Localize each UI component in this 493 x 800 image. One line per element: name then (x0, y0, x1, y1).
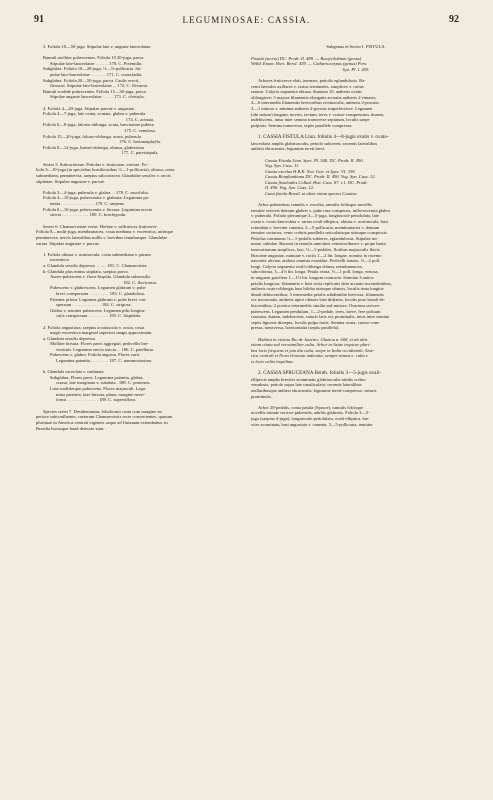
text-line: culis conspersum . . . . . . . . . 185. C. hispidula. (56, 313, 142, 319)
text-line: stricta . . . . . . . . . . . . 180. C. brachypoda. (50, 212, 127, 218)
text-line: septis lignosis dissepta, loculis pulpa fartis. Semina ovata, crasso-com- (251, 319, 380, 325)
text-line: Patenter pilosa. Legumen glabrum v. pube brevi con- (50, 296, 147, 302)
text-line: 174. C. acinata. (125, 116, 155, 122)
text-line: Ramuli molliter pubescentes. Foliola 10 20-juga, parva. (43, 55, 145, 61)
text-line: excentrica. (50, 257, 70, 263)
text-line: liola 3—10-juga (in speciebus brasiliensibus ½—1-pollicaria), obtusa, costa (36, 167, 175, 173)
text-line: 4. Foliola 4—20-juga. Stipulae parvae v. angustae. (43, 105, 136, 111)
text-line: formi . . . . . . . . . . . . . . 189. C. supersiflora. (56, 397, 137, 403)
text-line: Arbor 20-pedalis, coma patula (Spruce), ramulis foliisque (258, 404, 364, 410)
text-line: axillaribusque anthesi ebracteatis; legumine tereti-compresso, suturis (251, 388, 377, 394)
text-line: cemi laterales axillares v. rarius terminales, simplices v. rarius (251, 83, 364, 89)
text-line: Vog. Syn. Cass. 11. (265, 163, 300, 169)
text-line: 182. C. flavicoma. (123, 279, 157, 285)
text-line: 3. Foliola 10—50-juga. Stipulae late v. anguste lanceolatae. (43, 44, 152, 49)
text-line: Subglabra. Foliola 10—20-juga, ½—⅔-pollicaria. Sti- (43, 66, 142, 72)
text-line: 175. C. venulosa. (124, 127, 156, 133)
text-line: dinali dehiscentibus; 5 intermedia petalis subdimidio breviora, filamentis (251, 291, 384, 297)
text-line: etiam citata sed verosimiliter culta. Arbor in Asiae tropicae plari- (251, 342, 371, 348)
right-column (251, 44, 461, 427)
text-line: novellis minute sericeo-puberulis, adultis glabratis. Foliola 3—5- (251, 410, 370, 416)
text-line: Foliola 4—10-juga, pubescentia v. glabrata. Legumina pa- (43, 195, 150, 201)
text-line: juga (saepius 4-juga), longiuscule petiolulata, ovali-elliptica, bre- (251, 416, 370, 422)
text-line: hiscentibus; 2 postica intermediis similia sed minora. Ovarium sericeo- (251, 302, 381, 308)
text-line: II. 490. Vog. Syn. Cass. 12. (265, 185, 315, 191)
text-line: Cassia fistuloides Collad. Hist. Cass. 87. t.1. DC. Prodr. (265, 179, 368, 185)
text-line: Foliola 6—8-juga, falcato-oblonga, acuta, brevissime pubera (43, 122, 154, 128)
text-line: Pubescens v. glabrescens. Legumen glabrum v. pube (50, 285, 146, 291)
text-line: rica centrali et Nova Granata indicatur, semper tamen e. culta e (251, 353, 368, 359)
text-line: penninervia, nervis lateralibus nullis v. brevibus tenuibusque. Glandulae (36, 235, 168, 240)
text-line: pubescens. Legumen pendulum, 1—2-pedale, teres, laeve, fere politum (251, 308, 381, 314)
text-line: crassa, late marginata v. subalata . 188. C. pratensis. (56, 380, 151, 386)
text-line: crassum, durum, indehiscens, suturis latis vix prominulis, intus inter semina (251, 314, 390, 320)
page-number-right: 92 (449, 14, 459, 25)
text-line: 3—1 minora v. minima antheris 2-porosis imperfectisve. Legumen (251, 105, 373, 111)
text-line: Stipulae anguste lanceolatae . . . . . 173. C. cleistyla. (50, 94, 145, 100)
text-line: Syn. Pl. I. 459. (342, 66, 370, 72)
text-line: Foliola 8—12-juga, lineari-oblonga, obtusa, glaberrima (43, 144, 144, 150)
text-line: Laxe molliterque pubescens. Flores majusculi. Legu- (50, 386, 147, 392)
text-line: periore subconfluente, caeterum Chamaecristis recte convenientes, quarum (36, 414, 173, 420)
text-line: Foliola 15—20-juga, falcato-oblonga, acuta, puberula (43, 133, 141, 139)
text-line: antheris ovato-oblongis basi biloba utrinque obtusis, loculis rima longitu- (251, 286, 385, 292)
text-line: ellipticis amplis breviter acuminatis glabriusculis nitidis crebro (251, 376, 366, 382)
text-line: 176. C. bertanoiphylla. (119, 139, 161, 145)
left-column (36, 44, 244, 431)
text-line: 1. CASSIA FISTULA Linn. foliolis 4—8-jugis ovatis v. ovato- (258, 134, 389, 141)
text-line: 2. CASSIA SPRUCEANA Benth. foliolis 3—5-jugis ovali- (258, 370, 382, 377)
text-line: 1. Foliola obtusa v. acutiuscula, costa submediana v. parum (43, 251, 151, 257)
text-line: submediana, penninervia, saepius subcoriacea. Glandulae sessiles v. raciis (36, 173, 171, 179)
text-line: indehiscens, intus inter semina transverse septatum, loculis saepe (251, 117, 370, 123)
text-line: Foliola 4—7-juga, late ovata, acutata, glabra v. puberula (43, 111, 146, 117)
text-line: vissimis. Legumina erecta stricta . . 186. C. patellaria. (56, 346, 154, 352)
text-line: innovationum simplices, laxi, ½—1-pedales, floribus majusculis flavis. (251, 247, 381, 252)
text-line: oblongisve; 3 majora filamentis elongatis arcuatis antheris 2-rimasis; (251, 94, 377, 100)
text-line: stipitatae. Stipulae angustae v. parvae. (36, 178, 106, 184)
text-line: Bracteae angustae, minutae v. raciis 1—2 lin. longae, nonnisi in racemo (251, 252, 382, 258)
text-line: Foliola 6—10-juga, pubescentia v. hirsuta. Legumina erecta (43, 206, 152, 212)
text-line: pressa, transversa, horizontalia (septis parallela). (251, 325, 340, 331)
text-line: Subglabra. Flores parvi. Legumina patentia, glabra, (50, 374, 144, 380)
text-line: magis excentrica marginal superiori magis approximata. (50, 330, 153, 336)
text-line: Cassia Bonplandiana DC. Prodr. II. 490. Vog. Syn. Cass. 12. (265, 174, 376, 180)
text-line: Cassia excelsa H.B.K. Nov. Gen. et Spec. VI. 339. (265, 168, 356, 174)
text-line: vix incrassatis, antheris apice obtusis basi didymis, loculis poro basali de- (251, 297, 386, 303)
text-line: Arbor puberrima; ramulis v. excelsa, ramulis foliisque novellis (258, 202, 372, 208)
text-line: bus locis frequens et jam diu culta, saepe in India occidentali, Ame- (251, 347, 375, 353)
text-line: petalis longiora, filamentis v. basi recta replicatis dein arcuato-ascendentibus, (251, 280, 392, 286)
text-line: Stipulae late-lanceolatae . . . . . . 170. C. Potentilla. (50, 60, 143, 66)
text-line: Foliola 3—4-juga, puberula v. glabra . . 178. C. ruscifolia. (43, 189, 149, 195)
text-line: ovata v. ovato-lanceolata v. rarius ovali-elliptica, obtusa v. acutiuscula, basi (251, 219, 388, 225)
text-line: venulosis; petiolo supra late canaliculato; racemis lateralibus (251, 382, 362, 388)
text-line: Pubescens v. glabra. Foliola angusta. Flores varii. (50, 352, 141, 358)
text-line: v. puberula. Foliola plerumque 3—5-juga, longiuscule petiolulata, late (251, 213, 379, 219)
text-line: tenuiter sericeis demum glabris v. pube rara conspersis, inflorescentia glabra (251, 207, 390, 213)
text-line: a. Glandula sessilis depressa . . . . . 181. C. Chamaecrista. (43, 262, 148, 268)
text-line: lanceolatis amplis glabriusculis, petiolo subcereti; racemis lateralibus (251, 140, 378, 146)
text-line: b. Glandula urceolata v. turbinata. (43, 369, 105, 375)
text-line: b. Glandula plus minus stipitata, saepius parva. (43, 268, 129, 274)
text-line: Arbores fruticesve elati, inermes, petiolis eglandulosis. Ra- (258, 77, 366, 83)
text-line: Brasilia hucusque haud detectae sunt. (36, 425, 105, 431)
text-line: Fistula (sectio) DC. Prodr. II. 489. — Bactyrilobium (genus) (251, 55, 362, 61)
text-line: 177. C. parvistipula. (121, 150, 159, 156)
text-line: tentia . . . . . . . . . . . . . . . 179. C. saepens. (50, 201, 126, 207)
text-line: tenuiter coriacea, venis crebris parallelis reticulatisque utrinque conspicuis. (251, 230, 388, 236)
text-line: in unguem gracilem 1—1½ lin. longum contracta. Stamina 3 antica (251, 274, 374, 280)
running-header (34, 14, 459, 30)
text-line: Aureo-pubescens v. flavo-hispida. Glandula subsessilis (50, 274, 151, 280)
text-line: nutae, subulae. Racemi in ramulis annotinis vetustioribusve v. prope basin (251, 241, 386, 247)
text-line: Cassia Fistula Linn. Spec. Pl. 540. DC. Prodr. II. 490. (265, 157, 364, 163)
text-line: a. Glandula sessilis depressa. (43, 335, 96, 341)
text-line: ramosi. Calycis segmenta obtusa. Stamina 10, antheris ovatis (251, 89, 363, 95)
text-line: longi. Calycis segmenta ovali-oblonga obtusa, membranacea, (251, 263, 363, 269)
text-line: subcolorata, 3—4½ lin. longa. Petala ovata, ½—1 poll. longa, venosa, (251, 269, 379, 275)
text-line: Habitat in vicinia Rio de Janeiro: Glaziou n. 608, et ab aliis (258, 336, 368, 342)
text-line: rotundata v. breviter cuneata, 3—5-pollicaria, membranacea v. demum (251, 224, 380, 230)
text-line: Willd. Enum. Hort. Berol. 439. — Cathartocarpus (genus) Pers. (251, 61, 368, 67)
text-line: prominulis. (251, 393, 272, 399)
text-line: variae. Stipulae angustae v. parvae. (36, 240, 100, 246)
text-line: Molliter hirsuta. Flores parvi aggregati, pedicellis bre- (50, 341, 149, 347)
text-line: Subglabra. Foliola 20—50-juga, parva. Caulis erecti, (43, 77, 140, 83)
text-line: flexuosi. Stipulae lato-lanceolatae . . 172. C. flexuosa. (50, 83, 149, 89)
text-line: mina patentia, laxe hirsuta, plana, margine nervi- (56, 391, 146, 397)
text-line: Subgenus et Sectio I. FISTULA. (326, 44, 386, 49)
running-title: LEGUMINOSAE: CASSIA. (182, 15, 311, 25)
text-line: Series 6. Chamaecristae verae. Herbae v. suffrutices fruticesve. (43, 223, 158, 229)
text-line: Petiolus communis ½—1-pedalis subteres, eglandulosus. Stipulae mi- (251, 235, 379, 241)
text-line: nascente obviae, anthesi omnino evanidae. Pedicelli tenues, ½—2 poll. (251, 258, 381, 264)
text-line: brevi conspersum . . . . . . . . . 183. C. glandulosa. (56, 290, 146, 296)
text-line: plurimae in America centrali vigentes usque ad Guianam extendantur, in (36, 420, 168, 425)
text-line: Cana fistula Brasil. ut aliae etiam species Cassiae. (265, 191, 358, 197)
text-line: pulae lato-lanceolatae . . . . . . . 171. C. conocladia. (50, 71, 143, 77)
text-line: Ramuli sordide pubescentes. Foliola 15—30-juga, parva. (43, 88, 147, 94)
text-line: viter acuminata, basi angustata v. cuneata, 3—5-pollicaria, tenuiter (251, 421, 373, 427)
text-line: anthesi ebracteatis; legumine tereti laevi. (251, 146, 326, 152)
text-line: 2. Foliola angustiora, saepius acutiuscula v. acuta, costa (43, 324, 145, 330)
text-line: pulposis. Semina transversa, septis parallele compressa. (251, 122, 353, 128)
page-number-left: 91 (34, 14, 44, 25)
text-line: Series 5. Subcoriaceae. Petiolus v. fruticosae, erectae. Fo- (43, 161, 149, 167)
text-line: Species seriei 7. Desidentarum, foliolorum costa cum margine su- (43, 408, 163, 414)
text-line: ix locis cultis inquilina. (251, 358, 294, 364)
text-line: 4—6 intermedia filamentis brevioribus rectiusculis, antheris 2-porosis; (251, 100, 380, 106)
text-line: Legumina patentia . . . . . . . . 187. C. nummosissima. (56, 358, 153, 364)
text-line: spersum . . . . . . . . . . . . . 184. C. strigosa. (56, 302, 132, 308)
text-line: Foliola 8—multi-juga, membranacea, costa mediana v. excentrica, utrinque (36, 229, 173, 235)
text-line: Glabra v. tenuiter pubescens. Legumen pilis longius- (50, 307, 146, 313)
text-line: (ubi notum) longum, teretes, rectum, teres v. crasso-compressum, durum, (251, 111, 385, 117)
